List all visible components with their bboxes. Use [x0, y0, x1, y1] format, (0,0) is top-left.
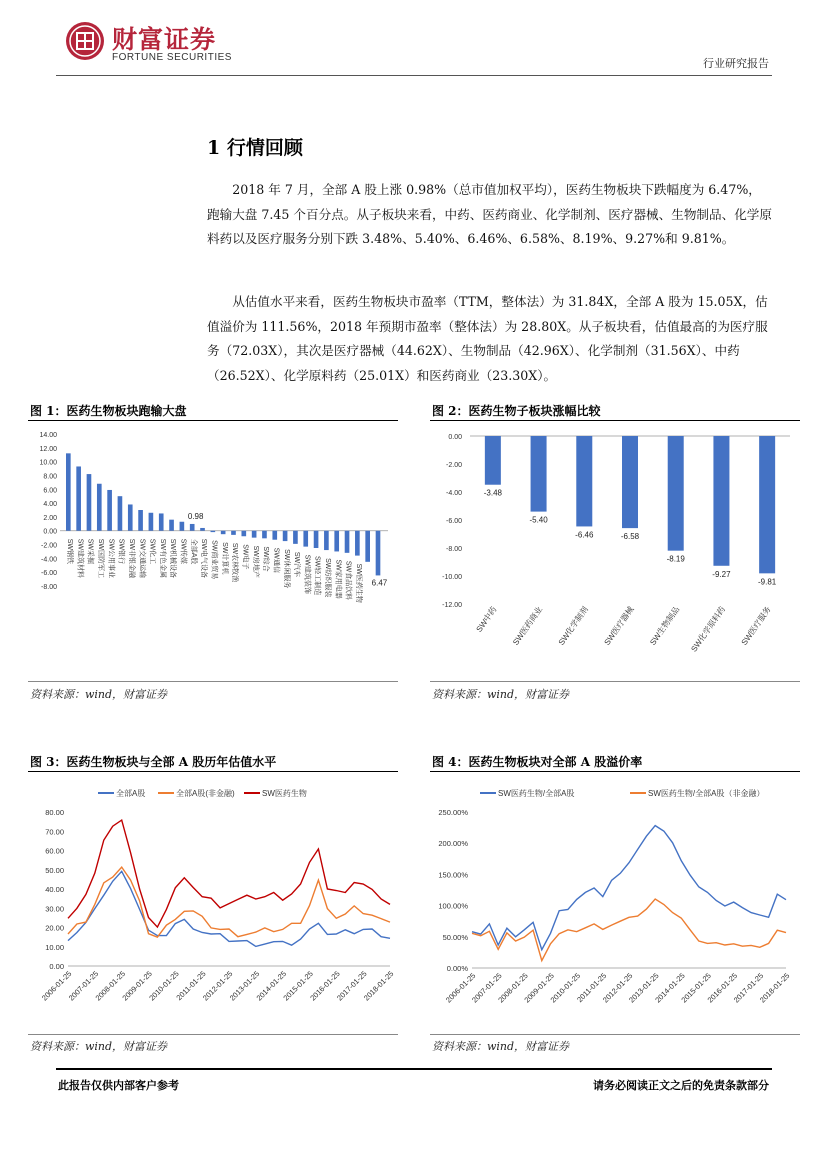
x-tick-label: SW钢铁 [66, 538, 73, 565]
x-tick-label: 2009-01-25 [522, 971, 556, 1005]
y-tick-label: 0.00 [49, 962, 64, 971]
x-tick-label: SW汽车 [293, 551, 301, 578]
paragraph-market: 2018 年 7 月，全部 A 股上涨 0.98%（总市值加权平均），医药生物板块下跌幅度为 6.47%，跑输大盘 7.45 个百分点。从子板块来看，中药、医药商业、化学制剂、医疗器械、生物制品、化学原料药以及医疗服务分别下跌 3.48%、5.40%、6.46%、6.58%、8.19%、9.27%和 9.81%。 [207, 182, 772, 246]
x-tick-label: 2014-01-25 [653, 971, 687, 1005]
data-label: -5.40 [529, 515, 548, 525]
x-tick-label: SW非银金融 [127, 538, 135, 579]
bar [169, 520, 174, 531]
x-tick-label: 2017-01-25 [731, 971, 766, 1005]
figure4-chart [430, 776, 800, 1029]
figure3-chart [28, 776, 398, 1029]
bar [668, 436, 684, 551]
figure3-source-rule [28, 1034, 398, 1035]
figure2-rule [430, 420, 800, 421]
x-tick-label: SW建筑材料 [76, 538, 84, 579]
x-tick-label: 2016-01-25 [308, 969, 342, 1003]
bar [759, 436, 775, 573]
x-tick-label: SW农林牧渔 [231, 542, 239, 583]
x-tick-label: 2008-01-25 [93, 969, 128, 1003]
bar [622, 436, 638, 528]
y-tick-label: 150.00% [438, 870, 468, 880]
y-tick-label: 60.00 [45, 846, 64, 856]
x-tick-label: SW纺织服装 [324, 558, 332, 598]
x-tick-label: SW休闲服务 [282, 549, 290, 589]
bar [324, 531, 329, 550]
y-tick-label: -4.00 [446, 490, 462, 497]
figure2-chart [430, 424, 800, 676]
legend-label: SW医药生物 [262, 789, 307, 798]
bar [200, 528, 205, 531]
bar [283, 531, 288, 541]
x-tick-label: SW家用电器 [334, 559, 342, 599]
x-tick-label: SW房地产 [251, 545, 259, 578]
x-tick-label: SW生物制品 [648, 604, 682, 647]
bar [576, 436, 592, 526]
figure4-rule [430, 771, 800, 772]
report-type: 行业研究报告 [703, 57, 769, 70]
bar [334, 531, 339, 552]
x-tick-label: 2011-01-25 [174, 969, 208, 1003]
y-tick-label: 50.00% [442, 932, 468, 942]
x-tick-label: SW化学制剂 [556, 604, 590, 647]
figure3-title: 图 3：医药生物板块与全部 A 股历年估值水平 [30, 755, 277, 769]
y-tick-label: -8.00 [446, 546, 462, 553]
data-label: -8.19 [666, 554, 685, 564]
data-label: -3.48 [483, 488, 502, 498]
x-tick-label: 2009-01-25 [120, 969, 154, 1003]
seal-icon [66, 22, 104, 60]
y-tick-label: -6.00 [446, 518, 462, 525]
data-label: -6.58 [620, 532, 640, 542]
x-tick-label: 2016-01-25 [705, 971, 740, 1005]
brand-name-en: FORTUNE SECURITIES [112, 52, 232, 63]
y-tick-label: 2.00 [43, 514, 57, 522]
bar [180, 522, 185, 531]
x-tick-label: SW公用事业 [107, 538, 115, 579]
x-tick-label: 2012-01-25 [200, 969, 235, 1003]
figure2-source-rule [430, 681, 800, 682]
brand-logo-icon [66, 22, 104, 60]
y-tick-label: 14.00 [39, 432, 57, 439]
figure3-source: 资料来源：wind，财富证券 [30, 1040, 168, 1053]
x-tick-label: 2008-01-25 [496, 971, 530, 1005]
y-tick-label: 4.00 [43, 501, 57, 509]
bar [107, 490, 112, 531]
y-tick-label: -4.00 [41, 556, 57, 564]
y-tick-label: 200.00% [438, 839, 468, 849]
x-tick-label: SW计算机 [220, 542, 228, 575]
data-label: 6.47 [371, 578, 388, 588]
x-tick-label: SW电子 [241, 544, 249, 570]
x-tick-label: 2014-01-25 [254, 969, 289, 1003]
y-tick-label: -2.00 [41, 542, 57, 550]
series-line [472, 826, 786, 950]
x-tick-label: 2006-01-25 [443, 971, 478, 1005]
x-tick-label: 2013-01-25 [627, 971, 661, 1005]
x-tick-label: SW化学原料药 [689, 604, 728, 654]
x-tick-label: SW轻工制造 [313, 556, 321, 596]
bar [272, 531, 277, 540]
brand-name-cn: 财富证券 [112, 25, 217, 54]
y-tick-label: 6.00 [43, 487, 57, 495]
bar [231, 531, 236, 535]
bar [97, 484, 102, 531]
footer-right: 请务必阅读正文之后的免责条款部分 [593, 1079, 769, 1092]
x-tick-label: SW食品饮料 [344, 560, 352, 601]
header-divider [56, 75, 772, 76]
bar [76, 466, 81, 530]
bar [303, 531, 308, 547]
x-tick-label: SW有色金属 [158, 538, 166, 579]
figure1-title: 图 1：医药生物板块跑输大盘 [30, 404, 187, 418]
y-tick-label: 0.00% [446, 964, 468, 973]
x-tick-label: SW机械设备 [169, 538, 177, 579]
bar [531, 436, 547, 512]
x-tick-label: SW综合 [262, 546, 270, 572]
bar [293, 531, 298, 544]
x-tick-label: SW国防军工 [96, 538, 104, 579]
x-tick-label: SW交通运输 [138, 538, 146, 579]
bar [314, 531, 319, 548]
y-tick-label: 50.00 [45, 865, 64, 875]
x-tick-label: SW银行 [117, 538, 125, 565]
y-tick-label: 80.00 [45, 808, 64, 817]
figure4-source-rule [430, 1034, 800, 1035]
y-tick-label: -6.00 [41, 570, 57, 578]
bar [87, 474, 92, 531]
figure4-title: 图 4：医药生物板块对全部 A 股溢价率 [432, 755, 643, 769]
x-tick-label: 2011-01-25 [575, 971, 609, 1005]
bar [159, 513, 164, 530]
x-tick-label: SW通信 [272, 547, 280, 573]
legend-label: SW医药生物/全部A股 [498, 789, 575, 798]
x-tick-label: 2018-01-25 [361, 969, 396, 1003]
figure1-source: 资料来源：wind，财富证券 [30, 688, 168, 701]
bar [149, 513, 154, 531]
bar [252, 531, 257, 538]
figure4-source: 资料来源：wind，财富证券 [432, 1040, 570, 1053]
x-tick-label: 2007-01-25 [470, 971, 504, 1005]
bar [376, 531, 381, 576]
x-tick-label: 2017-01-25 [335, 969, 369, 1003]
x-tick-label: 2013-01-25 [227, 969, 262, 1003]
x-tick-label: 2015-01-25 [679, 971, 713, 1005]
y-tick-label: 30.00 [45, 904, 64, 914]
x-tick-label: SW采掘 [86, 538, 94, 565]
y-tick-label: 0.00 [448, 434, 462, 441]
figure1-chart [28, 424, 398, 676]
legend-label: SW医药生物/全部A股（非金融） [648, 789, 765, 798]
bar [241, 531, 246, 537]
bar [365, 531, 370, 562]
data-label: -9.81 [758, 577, 777, 587]
x-tick-label: SW中药 [474, 604, 499, 634]
bar [713, 436, 729, 566]
x-tick-label: 2018-01-25 [757, 971, 792, 1005]
series-line [68, 871, 390, 946]
legend-label: 全部A股(非金融) [176, 789, 235, 798]
figure1-source-rule [28, 681, 398, 682]
x-tick-label: 2010-01-25 [147, 969, 181, 1003]
data-label: -9.27 [712, 569, 731, 579]
bar [118, 496, 123, 531]
y-tick-label: 250.00% [438, 808, 468, 817]
x-tick-label: SW医疗服务 [739, 604, 773, 647]
y-tick-label: 20.00 [45, 923, 64, 933]
x-tick-label: 2006-01-25 [39, 969, 74, 1003]
x-tick-label: SW医药生物 [355, 563, 363, 603]
data-label: -6.46 [575, 530, 594, 540]
bar [138, 510, 143, 531]
figure1-rule [28, 420, 398, 421]
x-tick-label: SW电气设备 [200, 538, 208, 579]
x-tick-label: 2015-01-25 [281, 969, 315, 1003]
y-tick-label: -10.00 [442, 574, 462, 581]
y-tick-label: -12.00 [442, 602, 462, 609]
bar [355, 531, 360, 556]
figure3-rule [28, 771, 398, 772]
y-tick-label: 0.00 [43, 528, 57, 536]
data-label: 0.98 [187, 511, 204, 521]
y-tick-label: 70.00 [45, 827, 64, 837]
y-tick-label: 10.00 [45, 942, 64, 952]
x-tick-label: SW医药商业 [511, 604, 545, 647]
footer-divider [56, 1068, 772, 1070]
x-tick-label: SW商业贸易 [210, 540, 218, 580]
series-line [472, 899, 786, 961]
x-tick-label: 全部A股 [189, 538, 197, 565]
section-title: 1 行情回顾 [207, 137, 303, 159]
bar [190, 524, 195, 531]
figure2-title: 图 2：医药生物子板块涨幅比较 [432, 404, 601, 418]
y-tick-label: -2.00 [446, 462, 462, 469]
bar [221, 531, 226, 534]
y-tick-label: 8.00 [43, 473, 57, 481]
y-tick-label: 12.00 [39, 445, 57, 453]
x-tick-label: SW化工 [148, 538, 156, 565]
x-tick-label: SW建筑装饰 [303, 554, 311, 594]
y-tick-label: 100.00% [438, 901, 468, 911]
bar [262, 531, 267, 539]
x-tick-label: 2010-01-25 [548, 971, 583, 1005]
paragraph-valuation: 从估值水平来看，医药生物板块市盈率（TTM，整体法）为 31.84X，全部 A 股为 15.05X，估值溢价为 111.56%，2018 年预期市盈率（整体法）为 28.80X。从子板块看，估值最高的为医疗服务（72.03X），其次是医疗器械（44.62X）、生物制品（42.96X）、化学制剂（31.56X）、中药（26.52X）、化学原料药（25.01X）和医药商业（23.30X）。 [207, 294, 768, 383]
y-tick-label: -8.00 [41, 584, 57, 591]
x-tick-label: 2007-01-25 [66, 969, 101, 1003]
bar [128, 504, 133, 530]
bar [211, 531, 216, 532]
bar [66, 453, 71, 530]
bar [485, 436, 501, 485]
bar [345, 531, 350, 553]
x-tick-label: SW医疗器械 [602, 604, 636, 647]
x-tick-label: 2012-01-25 [600, 971, 635, 1005]
legend-label: 全部A股 [116, 789, 146, 798]
x-tick-label: SW传媒 [179, 538, 187, 565]
footer-left: 此报告仅供内部客户参考 [58, 1079, 179, 1092]
figure2-source: 资料来源：wind，财富证券 [432, 688, 570, 701]
y-tick-label: 10.00 [39, 459, 57, 467]
y-tick-label: 40.00 [45, 885, 64, 894]
